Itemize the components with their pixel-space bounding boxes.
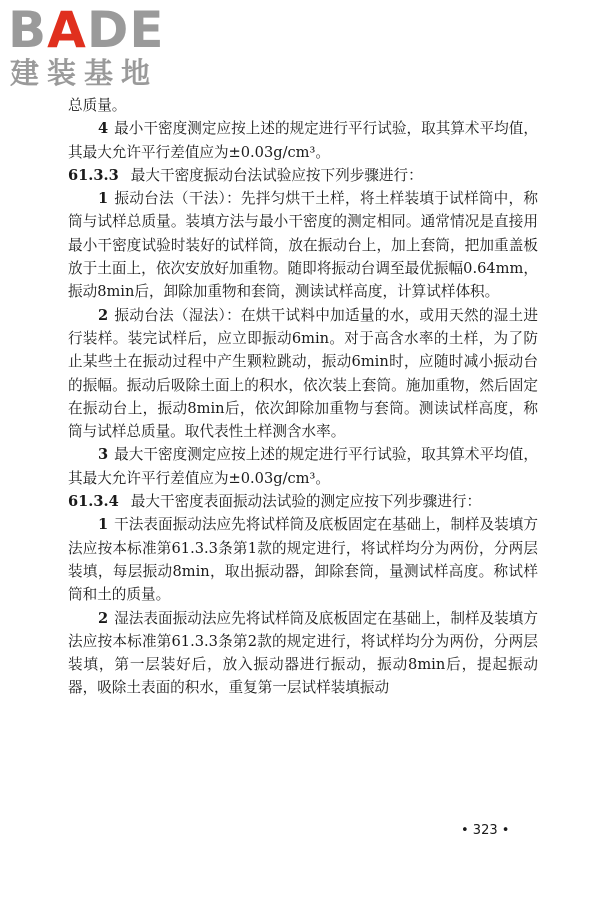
item-number: 2: [98, 306, 109, 324]
item-number: 3: [98, 446, 109, 464]
paragraph-text: 湿法表面振动法应先将试样筒及底板固定在基础上，制样及装填方法应按本标准第61.3.3条第2款的规定进行，将试样均分为两份，分两层装填，第一层装好后，放入振动器进行振动，振动8min后，提起振动器，吸除土表面的积水，重复第一层试样装填振动: [68, 609, 538, 697]
bade-logo: [8, 2, 178, 94]
paragraph-0: [68, 94, 538, 117]
section-61-3-4: [68, 490, 538, 513]
item-number: 1: [98, 190, 109, 208]
item-number: 4: [98, 120, 109, 138]
paragraph-text: 最小干密度测定应按上述的规定进行平行试验，取其算术平均值，其最大允许平行差值应为±0.03g/cm³。: [68, 120, 538, 161]
paragraph-text: 振动台法（湿法）：在烘干试料中加适量的水，或用天然的湿土进行装样。装完试样后，应立即振动6min。对于高含水率的土样，为了防止某些土在振动过程中产生颗粒跳动，振动6min时，应随时减小振动台的振幅。振动后吸除土面上的积水，依次装上套筒。施加重物，然后固定在振动台上，振动8min后，依次卸除加重物与套筒。测读试样高度，称筒与试样总质量。取代表性土样测含水率。: [68, 306, 538, 441]
paragraph-text: 总质量。: [68, 97, 127, 114]
logo-letter-a: A: [47, 1, 87, 59]
paragraph-item-3: [68, 443, 538, 490]
logo-wordmark: [8, 2, 165, 58]
paragraph-item-2-wet: [68, 304, 538, 444]
section-heading-text: 最大干密度振动台法试验应按下列步骤进行：: [130, 166, 423, 184]
paragraph-text: 振动台法（干法）：先拌匀烘干土样，将土样装填于试样筒中，称筒与试样总质量。装填方法与最小干密度的测定相同。通常情况是直接用最小干密度试验时装好的试样筒，放在振动台上，加上套筒，把加重盖板放于土面上，依次安放好加重物。随即将振动台调至最优振幅0.64mm，振动8min后，卸除加重物和套筒，测读试样高度，计算试样体积。: [68, 190, 538, 301]
item-number: 2: [98, 609, 109, 627]
item-number: 1: [98, 516, 109, 534]
document-body: [68, 94, 538, 700]
page-number: • 323 •: [461, 823, 510, 838]
section-heading-text: 最大干密度表面振动法试验的测定应按下列步骤进行：: [130, 493, 482, 511]
logo-subtitle: 建装基地: [10, 56, 159, 90]
section-number: 61.3.4: [68, 493, 119, 511]
logo-letter-b: B: [8, 1, 48, 59]
paragraph-surface-item-2: [68, 607, 538, 700]
paragraph-item-4: [68, 117, 538, 164]
paragraph-surface-item-1: [68, 513, 538, 606]
logo-letters-de: DE: [86, 1, 165, 59]
paragraph-text: 最大干密度测定应按上述的规定进行平行试验，取其算术平均值，其最大允许平行差值应为±0.03g/cm³。: [68, 446, 538, 487]
paragraph-text: 干法表面振动法应先将试样筒及底板固定在基础上，制样及装填方法应按本标准第61.3.3条第1款的规定进行，将试样均分为两份，分两层装填，每层振动8min，取出振动器，卸除套筒，量测试样高度。称试样筒和土的质量。: [68, 516, 538, 604]
paragraph-item-1-dry: [68, 187, 538, 303]
section-number: 61.3.3: [68, 166, 119, 184]
section-61-3-3: [68, 164, 538, 187]
